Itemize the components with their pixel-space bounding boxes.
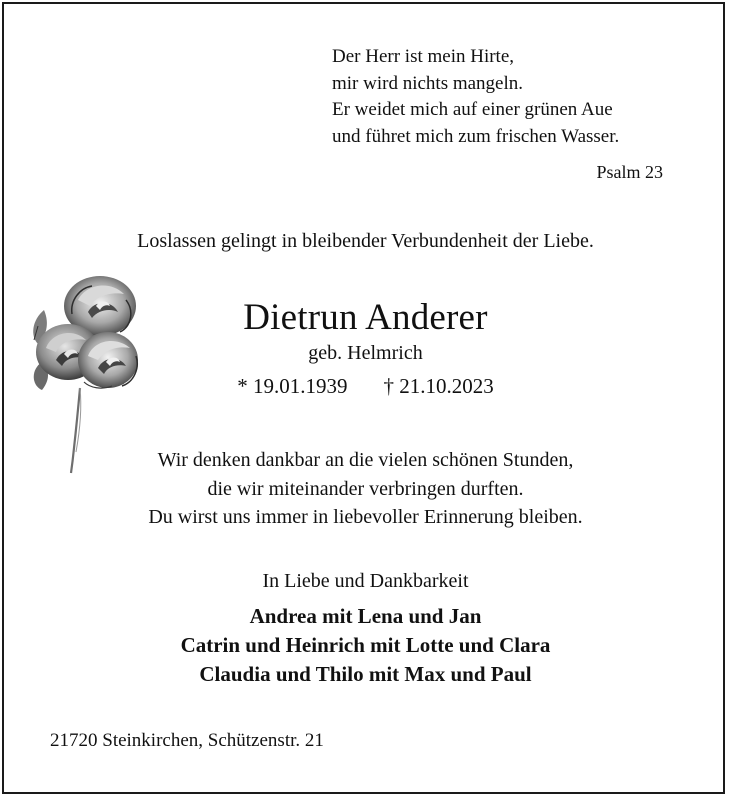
mourners-list bbox=[0, 602, 731, 689]
birth-date: * 19.01.1939 bbox=[237, 374, 348, 398]
psalm-line: Der Herr ist mein Hirte, bbox=[332, 46, 515, 67]
thanks-text bbox=[0, 446, 731, 532]
mourner-line: Claudia und Thilo mit Max und Paul bbox=[199, 662, 532, 686]
psalm-line: und führet mich zum frischen Wasser. bbox=[332, 125, 620, 147]
psalm-reference: Psalm 23 bbox=[596, 162, 663, 182]
thanks-line: Du wirst uns immer in liebevoller Erinnerung bleiben. bbox=[148, 506, 583, 528]
psalm-line: Er weidet mich auf einer grünen Aue bbox=[332, 99, 613, 120]
psalm-line: mir wird nichts mangeln. bbox=[332, 72, 524, 94]
life-dates bbox=[0, 374, 731, 399]
address: 21720 Steinkirchen, Schützenstr. 21 bbox=[50, 730, 324, 751]
mourner-line: Andrea mit Lena und Jan bbox=[249, 604, 482, 628]
deceased-name: Dietrun Anderer bbox=[243, 297, 488, 338]
closing-text: In Liebe und Dankbarkeit bbox=[262, 570, 469, 592]
psalm-quote bbox=[332, 44, 619, 150]
maiden-name: geb. Helmrich bbox=[308, 342, 423, 364]
death-date: † 21.10.2023 bbox=[383, 374, 494, 398]
thanks-line: Wir denken dankbar an die vielen schönen Stunden, bbox=[157, 449, 574, 471]
thanks-line: die wir miteinander verbringen durften. bbox=[207, 477, 524, 500]
mourner-line: Catrin und Heinrich mit Lotte und Clara bbox=[180, 633, 551, 657]
intro-text: Loslassen gelingt in bleibender Verbundenheit der Liebe. bbox=[137, 230, 594, 252]
